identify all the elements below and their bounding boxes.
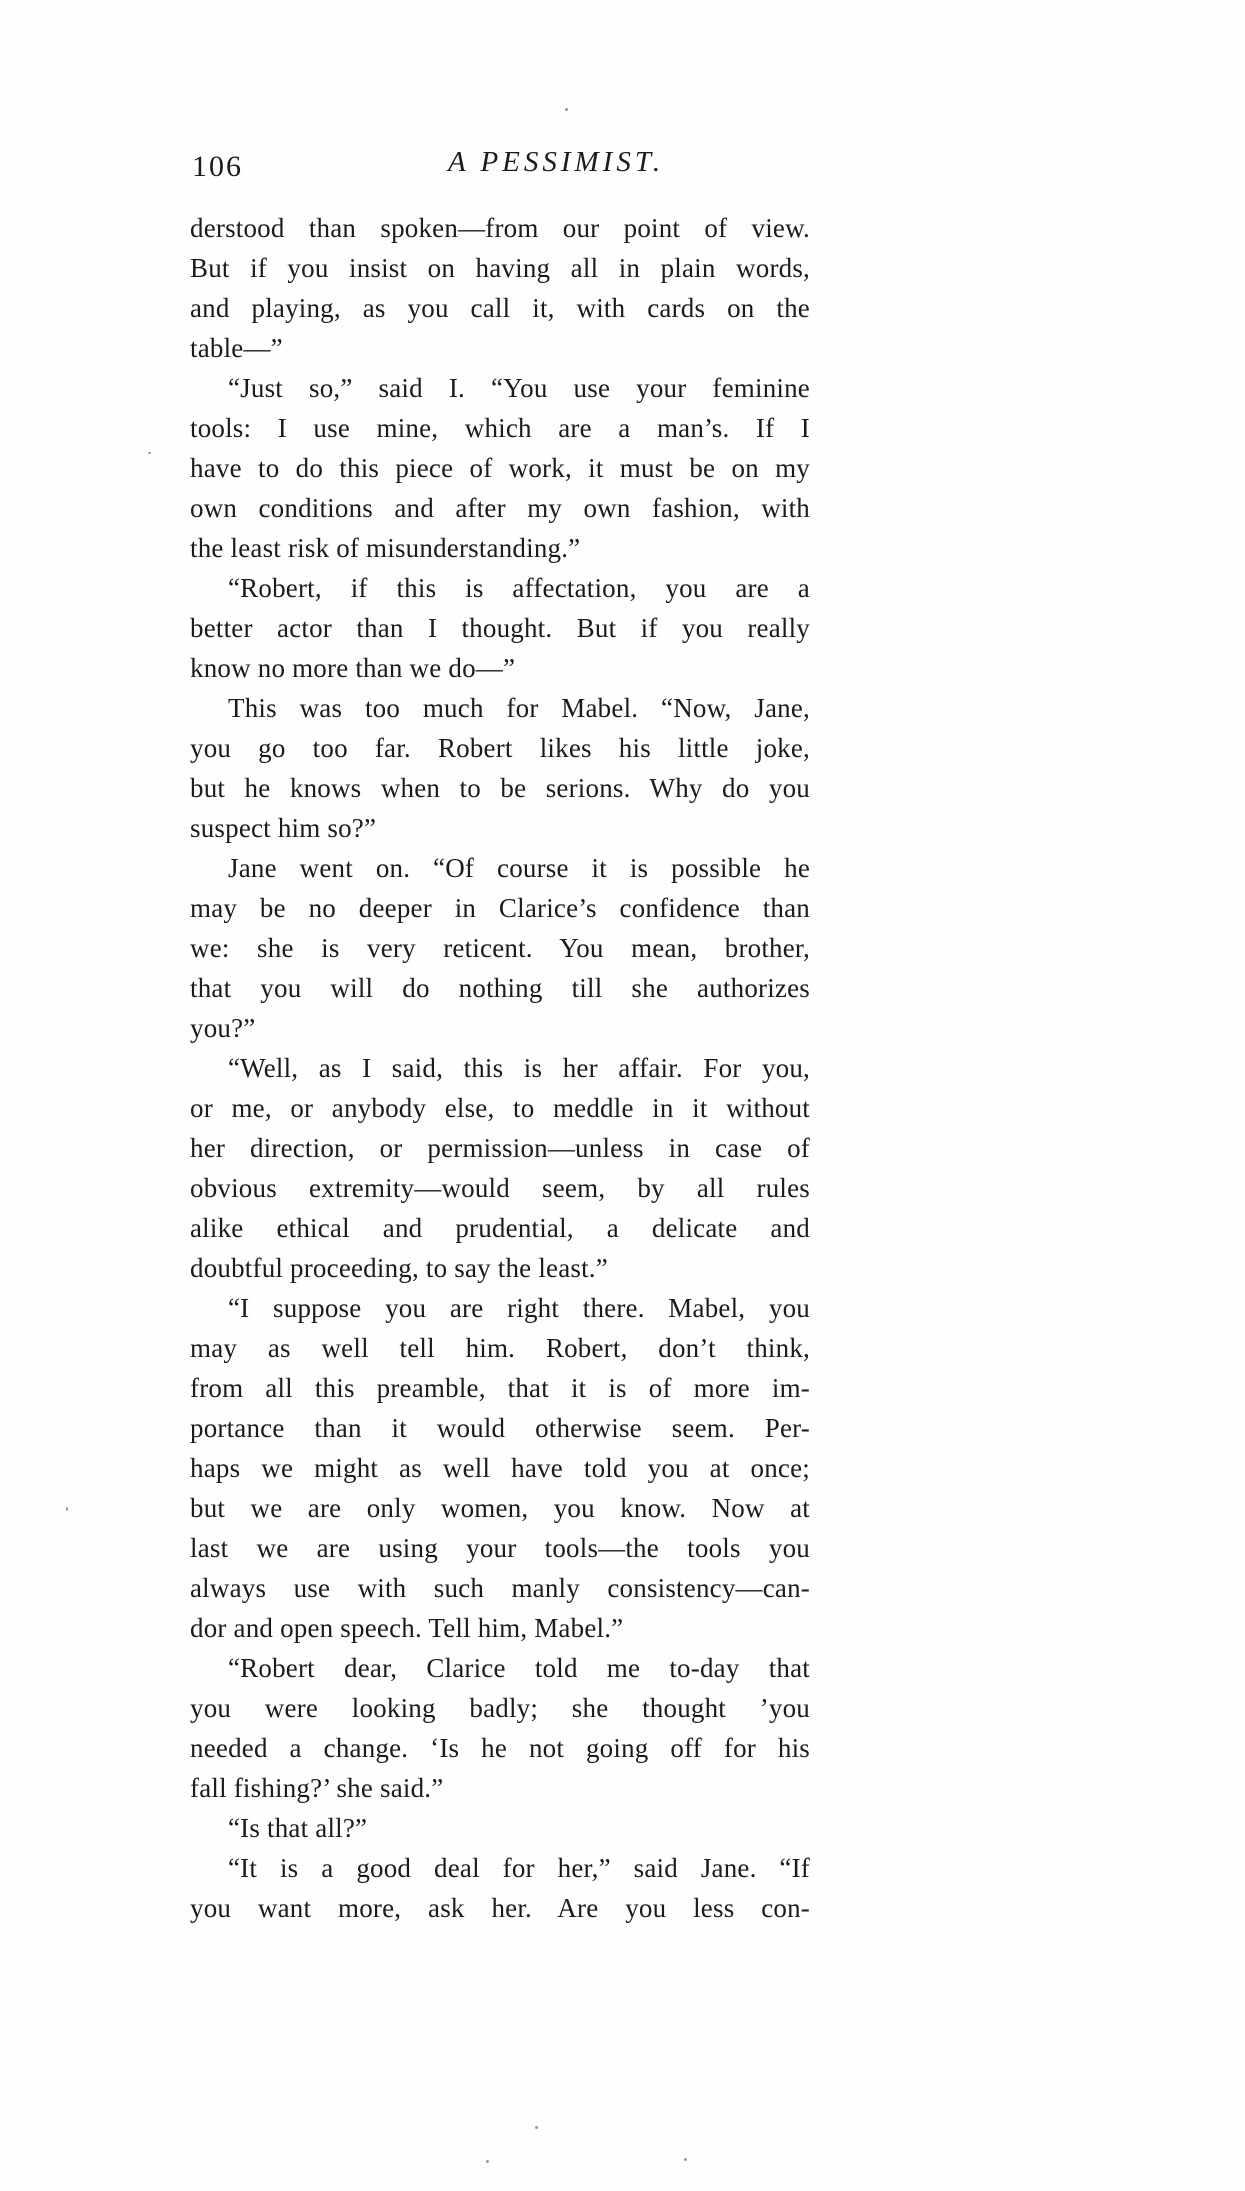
text-line: fall fishing?’ she said.”	[190, 1773, 444, 1803]
text-line: own conditions and after my own fashion, with	[190, 493, 810, 523]
text-line: “I suppose you are right there. Mabel, you	[228, 1293, 810, 1323]
text-line: suspect him so?”	[190, 813, 377, 843]
scan-speck	[148, 452, 151, 454]
text-line: derstood than spoken—from our point of view.	[190, 213, 810, 243]
text-line: Jane went on. “Of course it is possible he	[228, 853, 810, 883]
text-line: may as well tell him. Robert, don’t think,	[190, 1333, 810, 1363]
text-line: and playing, as you call it, with cards on the	[190, 293, 810, 323]
text-line: may be no deeper in Clarice’s confidence than	[190, 893, 810, 923]
text-line: needed a change. ‘Is he not going off for his	[190, 1733, 810, 1763]
text-line: last we are using your tools—the tools you	[190, 1533, 810, 1563]
text-line: you go too far. Robert likes his little joke,	[190, 733, 810, 763]
text-line: “Just so,” said I. “You use your feminine	[228, 373, 810, 403]
text-line: alike ethical and prudential, a delicate and	[190, 1213, 810, 1243]
text-block	[190, 208, 810, 1928]
text-line: portance than it would otherwise seem. Per-	[190, 1413, 810, 1443]
text-line: better actor than I thought. But if you really	[190, 613, 810, 643]
text-line: But if you insist on having all in plain words,	[190, 253, 810, 283]
scan-speck	[565, 108, 568, 111]
text-line: or me, or anybody else, to meddle in it without	[190, 1093, 810, 1123]
text-line: you were looking badly; she thought ’you	[190, 1693, 810, 1723]
text-line: “It is a good deal for her,” said Jane. “If	[228, 1853, 810, 1883]
text-line: but he knows when to be serions. Why do you	[190, 773, 810, 803]
page-number: 106	[192, 150, 243, 183]
text-line: tools: I use mine, which are a man’s. If I	[190, 413, 810, 443]
text-line: “Is that all?”	[228, 1813, 368, 1843]
scan-speck	[535, 2126, 538, 2129]
text-line: obvious extremity—would seem, by all rules	[190, 1173, 810, 1203]
scan-speck	[486, 2160, 489, 2163]
text-line: This was too much for Mabel. “Now, Jane,	[228, 693, 810, 723]
text-line: you?”	[190, 1013, 256, 1043]
text-line: we: she is very reticent. You mean, brother,	[190, 933, 810, 963]
running-head	[190, 146, 810, 188]
text-line: table—”	[190, 333, 283, 363]
text-line: “Well, as I said, this is her affair. For you,	[228, 1053, 810, 1083]
text-line: from all this preamble, that it is of more im-	[190, 1373, 810, 1403]
text-line: “Robert dear, Clarice told me to-day that	[228, 1653, 810, 1683]
text-line: always use with such manly consistency—can-	[190, 1573, 810, 1603]
text-line: “Robert, if this is affectation, you are a	[228, 573, 810, 603]
text-line: the least risk of misunderstanding.”	[190, 533, 581, 563]
text-line: know no more than we do—”	[190, 653, 516, 683]
scan-speck	[684, 2158, 687, 2161]
text-line: haps we might as well have told you at once;	[190, 1453, 810, 1483]
text-line: dor and open speech. Tell him, Mabel.”	[190, 1613, 624, 1643]
text-line: but we are only women, you know. Now at	[190, 1493, 810, 1523]
text-line: have to do this piece of work, it must be on my	[190, 453, 810, 483]
scan-speck	[66, 1507, 68, 1511]
running-title: A PESSIMIST.	[448, 146, 665, 178]
text-line: that you will do nothing till she authorizes	[190, 973, 810, 1003]
text-line: you want more, ask her. Are you less con-	[190, 1893, 810, 1923]
text-line: doubtful proceeding, to say the least.”	[190, 1253, 608, 1283]
text-line: her direction, or permission—unless in case of	[190, 1133, 810, 1163]
